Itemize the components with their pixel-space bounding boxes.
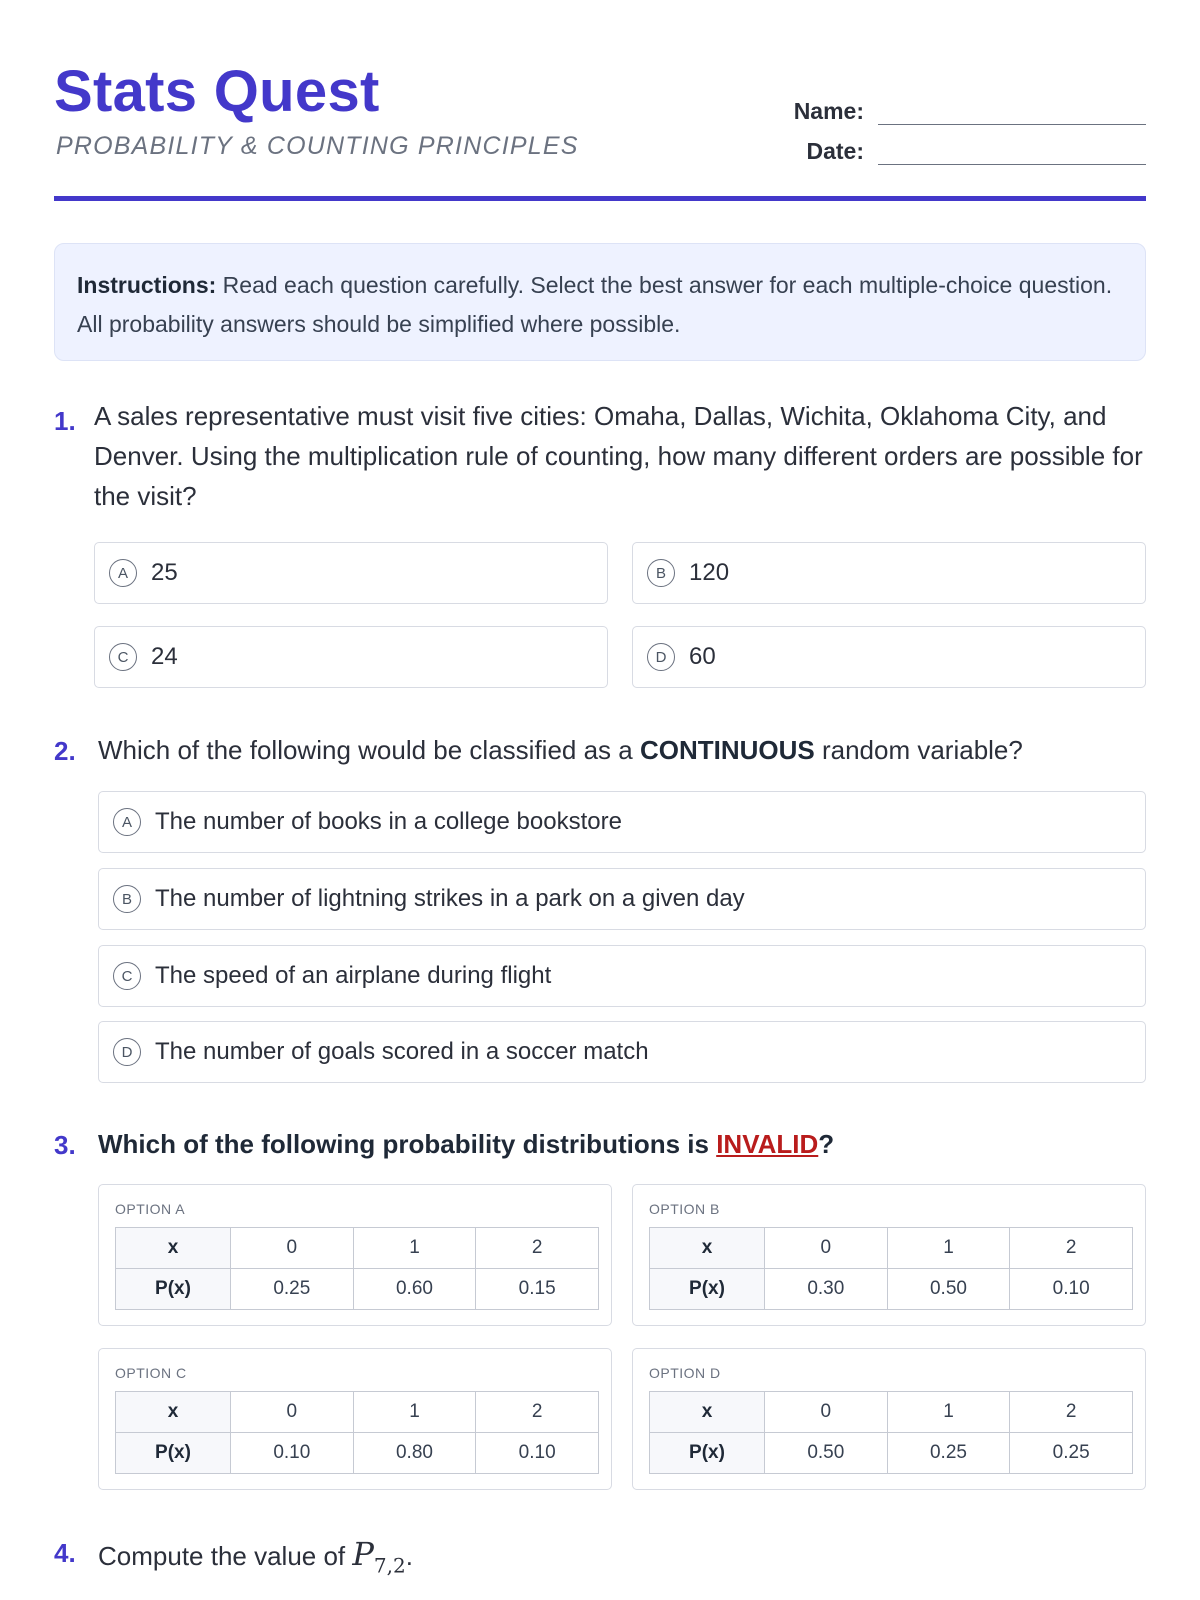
date-field	[806, 138, 1146, 165]
p-value: 0.60	[353, 1269, 476, 1310]
option-letter-badge: B	[113, 885, 141, 913]
q2-option-c[interactable]	[98, 945, 1146, 1007]
p-value: 0.10	[1010, 1269, 1133, 1310]
p-value: 0.30	[765, 1269, 888, 1310]
q3-option-b[interactable]	[632, 1184, 1146, 1326]
p-header: P(x)	[650, 1269, 765, 1310]
p-value: 0.15	[476, 1269, 599, 1310]
name-label: Name:	[793, 98, 864, 124]
q1-option-d[interactable]	[632, 626, 1146, 688]
q3-option-c[interactable]	[98, 1348, 612, 1490]
distribution-table	[115, 1227, 599, 1310]
option-text: The number of lightning strikes in a park on a given day	[155, 885, 745, 912]
question-emphasis: CONTINUOUS	[639, 735, 815, 765]
option-letter-badge: C	[109, 643, 137, 671]
x-row	[650, 1392, 1133, 1433]
q2-option-a[interactable]	[98, 791, 1146, 853]
distribution-table	[115, 1391, 599, 1474]
q3-option-a[interactable]	[98, 1184, 612, 1326]
distribution-table	[649, 1227, 1133, 1310]
p-row	[650, 1433, 1133, 1474]
option-text: 120	[689, 559, 730, 586]
question-text-part: Which of the following probability distributions is	[98, 1129, 717, 1159]
table-caption: OPTION B	[649, 1201, 720, 1217]
x-value: 1	[887, 1392, 1010, 1433]
x-header: x	[116, 1228, 231, 1269]
p-value: 0.25	[231, 1269, 354, 1310]
permutation-expression	[352, 1535, 406, 1578]
p-row	[116, 1269, 599, 1310]
option-letter-badge: D	[647, 643, 675, 671]
x-header: x	[650, 1392, 765, 1433]
x-value: 0	[231, 1228, 354, 1269]
x-value: 0	[231, 1392, 354, 1433]
p-value: 0.50	[765, 1433, 888, 1474]
question-text-part: random variable?	[814, 735, 1023, 765]
x-row	[116, 1228, 599, 1269]
x-row	[650, 1228, 1133, 1269]
p-value: 0.10	[476, 1433, 599, 1474]
question-number: 3.	[54, 1130, 76, 1160]
worksheet-subtitle: PROBABILITY & COUNTING PRINCIPLES	[56, 132, 579, 160]
name-field	[794, 98, 1146, 125]
question-number: 1.	[54, 406, 76, 436]
question-text-part: Which of the following would be classified as a	[98, 735, 640, 765]
question-number: 2.	[54, 736, 76, 766]
q1-option-b[interactable]	[632, 542, 1146, 604]
p-row	[116, 1433, 599, 1474]
option-text: 25	[151, 559, 178, 586]
instructions-box	[54, 243, 1146, 361]
option-letter-badge: A	[109, 559, 137, 587]
p-value: 0.10	[231, 1433, 354, 1474]
x-header: x	[116, 1392, 231, 1433]
instructions-lead: Instructions:	[77, 272, 217, 298]
distribution-table	[649, 1391, 1133, 1474]
table-caption: OPTION A	[115, 1201, 186, 1217]
option-text: 60	[689, 643, 716, 670]
p-value: 0.50	[887, 1269, 1010, 1310]
question-number: 4.	[54, 1538, 76, 1568]
p-value: 0.80	[353, 1433, 476, 1474]
question-red-emphasis: INVALID	[716, 1129, 819, 1159]
p-row	[650, 1269, 1133, 1310]
option-text: 24	[151, 643, 178, 670]
p-value: 0.25	[1010, 1433, 1133, 1474]
instructions-text: Read each question carefully. Select the best answer for each multiple-choice question. All probability answers should be simplified where possible.	[77, 272, 1113, 337]
x-header: x	[650, 1228, 765, 1269]
question-text	[98, 1124, 834, 1164]
option-text: The speed of an airplane during flight	[155, 962, 552, 989]
math-base: P	[352, 1535, 374, 1573]
option-letter-badge: C	[113, 962, 141, 990]
q2-option-d[interactable]	[98, 1021, 1146, 1083]
x-row	[116, 1392, 599, 1433]
header-divider	[54, 196, 1146, 201]
question-text: A sales representative must visit five cities: Omaha, Dallas, Wichita, Oklahoma City, and Denver. Using the multiplication rule of counting, how many different orders are possible for the visit?	[94, 401, 1143, 511]
q3-option-d[interactable]	[632, 1348, 1146, 1490]
x-value: 2	[1010, 1228, 1133, 1269]
option-letter-badge: B	[647, 559, 675, 587]
option-text: The number of goals scored in a soccer match	[155, 1038, 649, 1065]
name-input-line[interactable]	[878, 98, 1146, 125]
q1-option-a[interactable]	[94, 542, 608, 604]
option-letter-badge: A	[113, 808, 141, 836]
x-value: 1	[353, 1228, 476, 1269]
x-value: 1	[353, 1392, 476, 1433]
option-letter-badge: D	[113, 1038, 141, 1066]
q1-option-c[interactable]	[94, 626, 608, 688]
date-input-line[interactable]	[878, 138, 1146, 165]
p-header: P(x)	[650, 1433, 765, 1474]
option-text: The number of books in a college bookstore	[155, 808, 622, 835]
question-text-part: ?	[818, 1129, 835, 1159]
question-text-part: Compute the value of	[98, 1541, 353, 1571]
x-value: 0	[765, 1228, 888, 1269]
date-label: Date:	[806, 138, 864, 164]
question-text	[98, 730, 1023, 770]
p-value: 0.25	[887, 1433, 1010, 1474]
x-value: 2	[1010, 1392, 1133, 1433]
x-value: 2	[476, 1228, 599, 1269]
math-subscript: 7,2	[373, 1553, 406, 1578]
worksheet-title: Stats Quest	[54, 59, 380, 124]
table-caption: OPTION C	[115, 1365, 187, 1381]
x-value: 0	[765, 1392, 888, 1433]
question-text-part: .	[405, 1541, 413, 1571]
x-value: 2	[476, 1392, 599, 1433]
p-header: P(x)	[116, 1433, 231, 1474]
x-value: 1	[887, 1228, 1010, 1269]
question-text	[98, 1534, 413, 1585]
p-header: P(x)	[116, 1269, 231, 1310]
q2-option-b[interactable]	[98, 868, 1146, 930]
table-caption: OPTION D	[649, 1365, 721, 1381]
